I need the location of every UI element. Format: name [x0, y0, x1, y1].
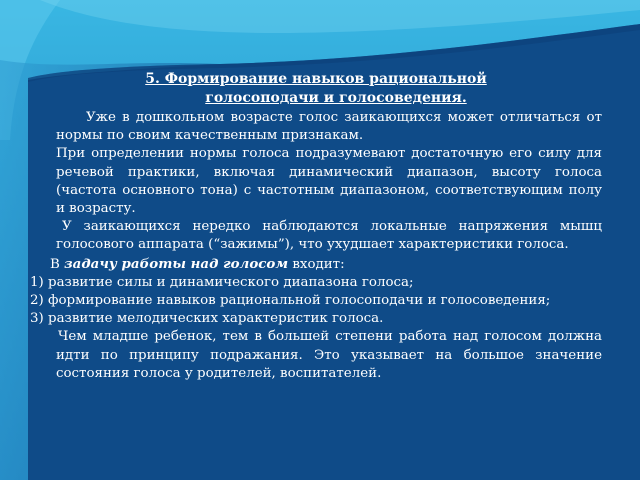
tasks-lead-suffix: входит:: [288, 256, 345, 272]
slide-title: [30, 70, 602, 108]
tasks-lead: [30, 255, 602, 274]
task-item-1: 1) развитие силы и динамического диапазона голоса;: [30, 274, 414, 290]
task-item-3: 3) развитие мелодических характеристик голоса.: [30, 311, 384, 327]
task-item-2: 2) формирование навыков рациональной голосоподачи и голосоведения;: [30, 293, 551, 309]
tasks-lead-emphasis: задачу работы над голосом: [64, 255, 289, 272]
title-line-2: голосоподачи и голосоведения.: [205, 90, 467, 106]
paragraph-3: У заикающихся нередко наблюдаются локальные напряжения мышц голосового аппарата (“зажимы”), что ухудшает характеристики голоса.: [56, 219, 602, 253]
tasks-lead-prefix: В: [50, 256, 65, 272]
title-line-1: 5. Формирование навыков рациональной: [145, 71, 487, 87]
slide-content: [30, 70, 602, 383]
paragraph-1: Уже в дошкольном возрасте голос заикающихся может отличаться от нормы по своим качественным признакам.: [56, 110, 602, 144]
paragraph-5: Чем младше ребенок, тем в большей степени работа над голосом должна идти по принципу подражания. Это указывает на большое значение состояния голоса у родителей, воспитателей.: [56, 329, 602, 381]
paragraph-2: При определении нормы голоса подразумевают достаточную его силу для речевой практики, включая динамический диапазон, высоту голоса (частота основного тона) с частотным диапазоном, соответствующим полу и возрасту.: [56, 146, 602, 217]
